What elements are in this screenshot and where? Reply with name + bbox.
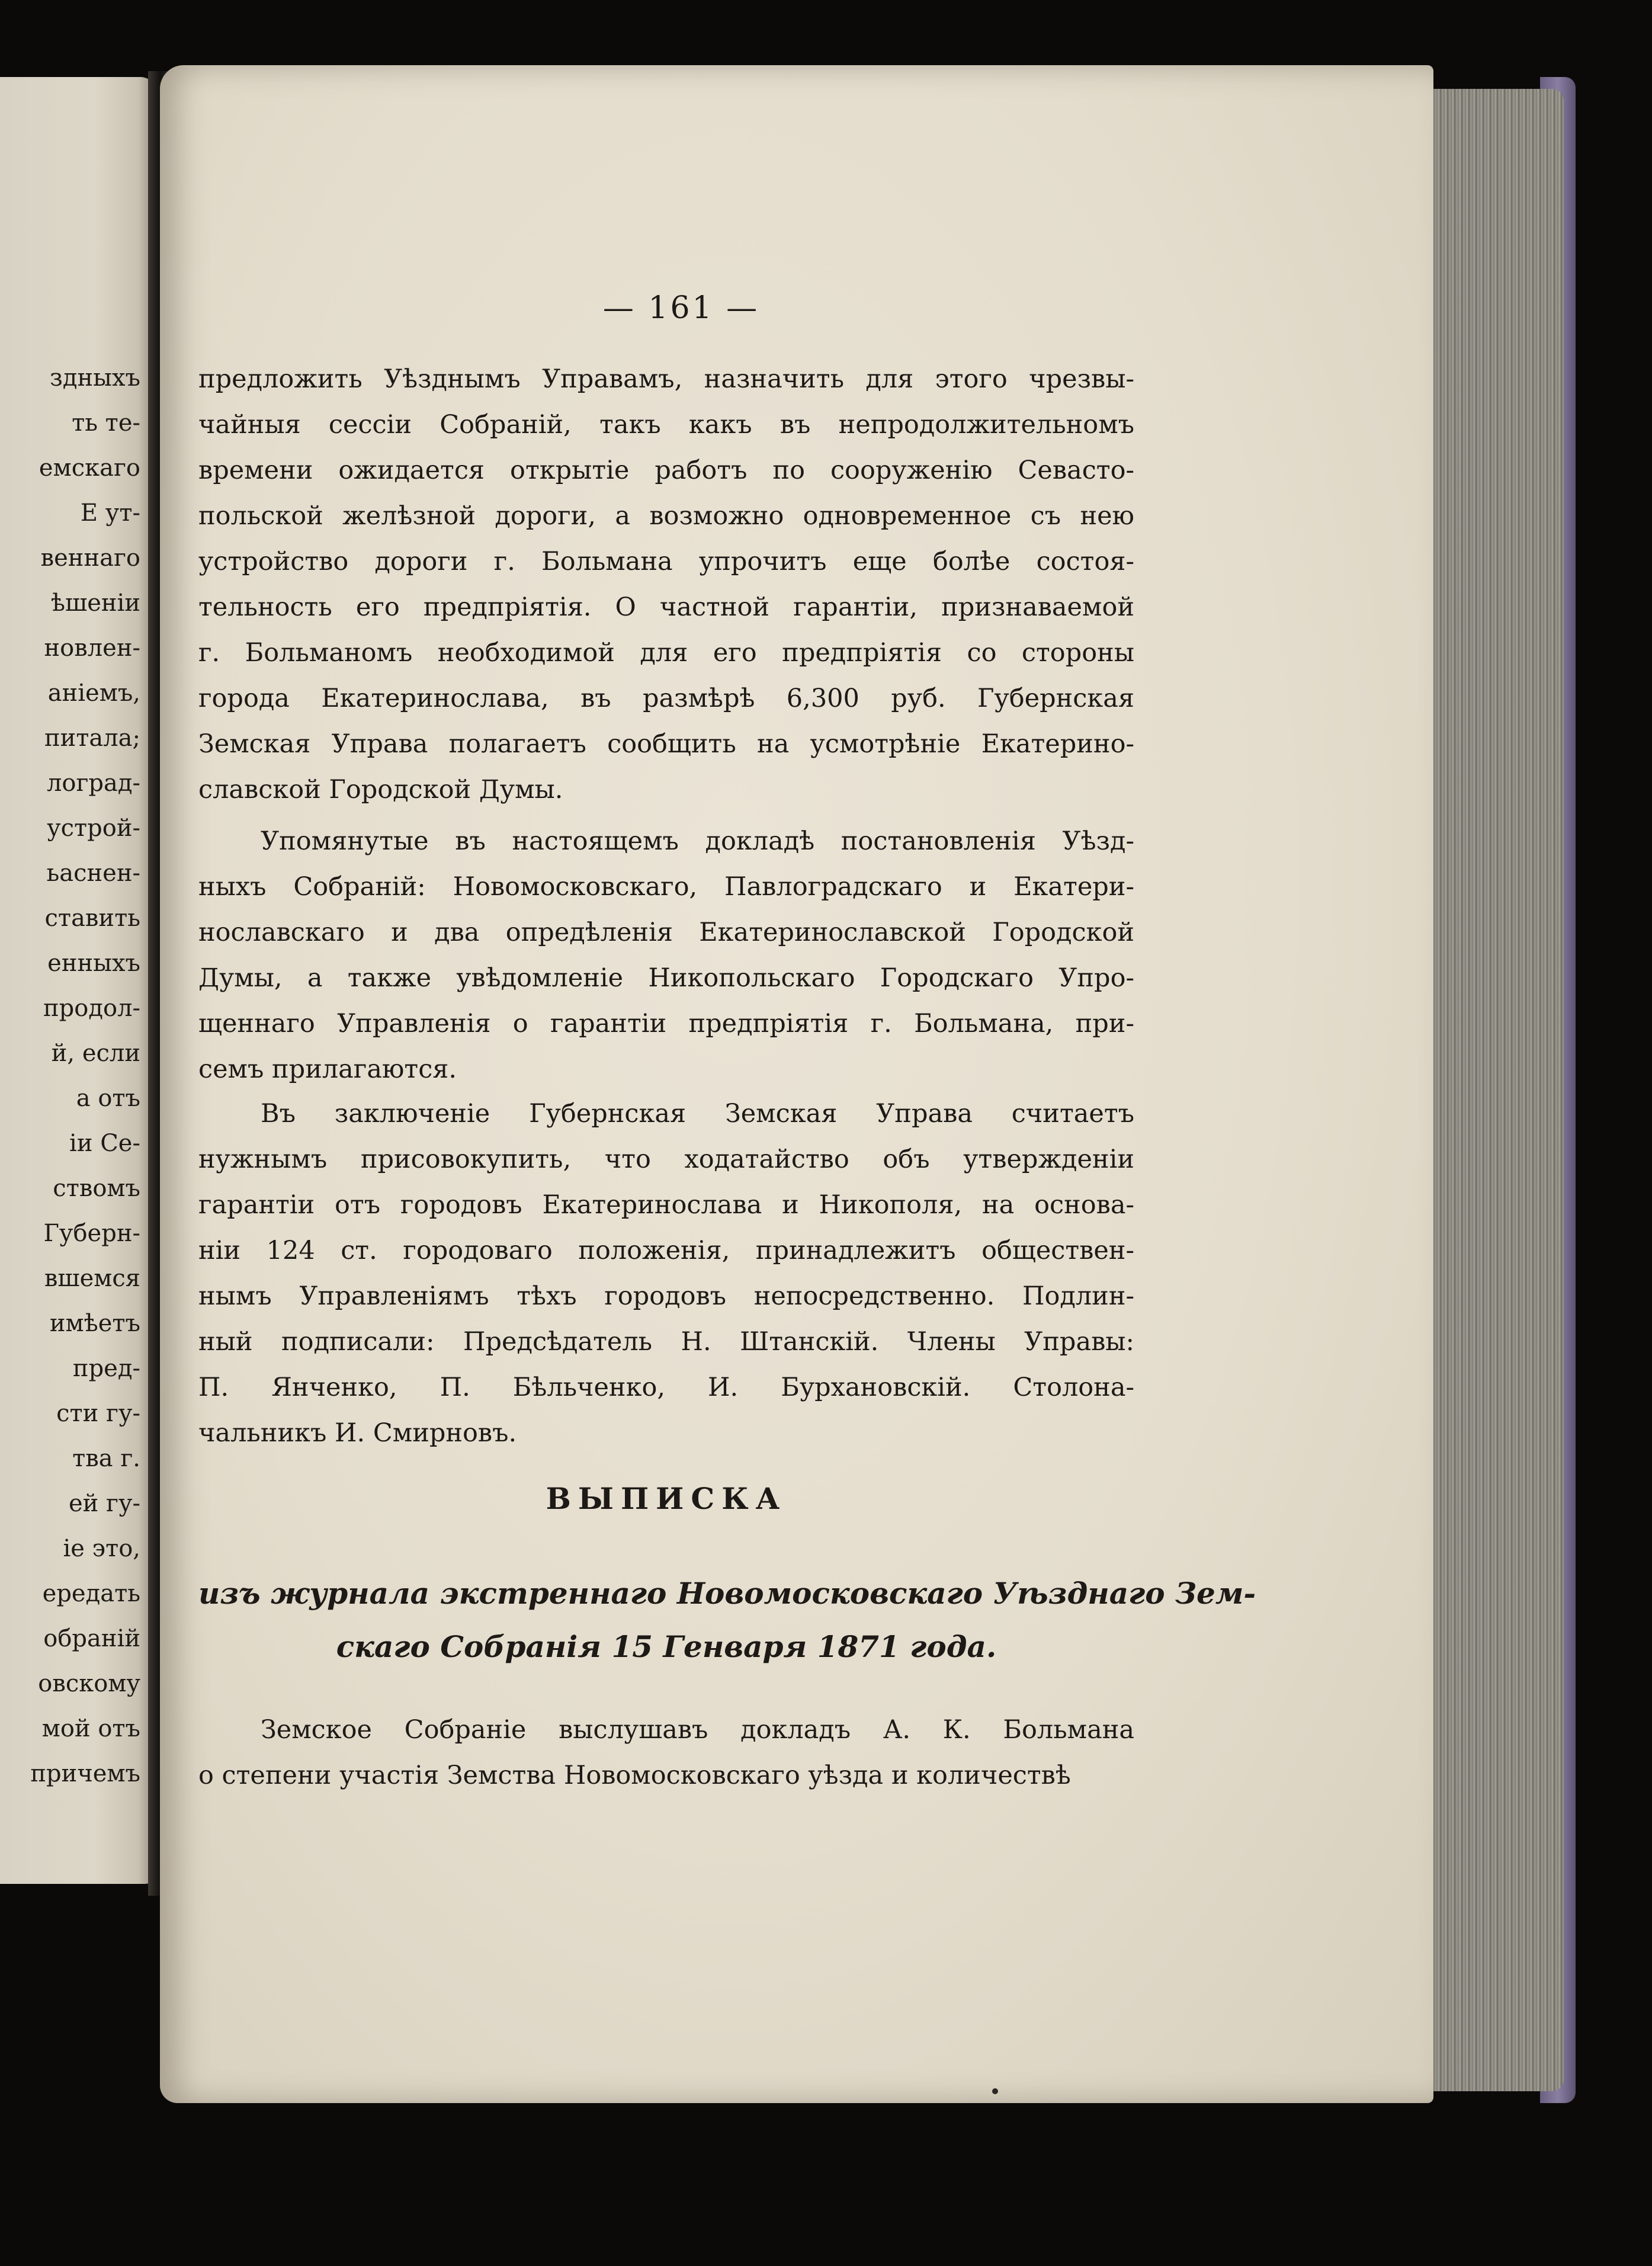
left-page-line: ствомъ <box>53 1175 140 1202</box>
left-page-line: имѣетъ <box>49 1310 140 1337</box>
left-page-line: пред- <box>72 1355 140 1382</box>
left-page-line: емскаго <box>39 454 140 482</box>
left-page-line: веннаго <box>40 544 140 572</box>
left-page-line: ставить <box>44 905 140 932</box>
left-page-line: новлен- <box>44 634 140 662</box>
left-page <box>0 77 157 1884</box>
paragraph2-line: Упомянутые въ настоящемъ докладѣ постановленія Уѣзд- <box>261 826 1134 856</box>
paragraph2-line: Думы, а также увѣдомленіе Никопольскаго Городскаго Упро- <box>198 963 1134 993</box>
paragraph3-line: П. Янченко, П. Бѣльченко, И. Бурхановскій. Столона- <box>198 1373 1134 1402</box>
left-page-line: ередать <box>42 1580 140 1607</box>
paragraph1-line: времени ожидается открытіе работъ по сооруженію Севасто- <box>198 456 1134 485</box>
left-page-line: іе это, <box>63 1535 140 1562</box>
page-edges <box>1416 89 1564 2091</box>
left-page-line: ьаснен- <box>46 860 140 887</box>
paragraph1-line: Земская Управа полагаетъ сообщить на усмотрѣніе Екатерино- <box>198 729 1134 759</box>
paragraph3-line: ный подписали: Предсѣдатель Н. Штанскій. Члены Управы: <box>198 1327 1134 1357</box>
left-page-line: питала; <box>44 725 140 752</box>
paragraph3-line: ніи 124 ст. городоваго положенія, принадлежитъ обществен- <box>198 1236 1134 1265</box>
paragraph2-line: семъ прилагаются. <box>198 1055 457 1084</box>
paragraph1-line: предложить Уѣзднымъ Управамъ, назначить для этого чрезвы- <box>198 364 1134 394</box>
paragraph3-line: нужнымъ присовокупить, что ходатайство объ утвержденіи <box>198 1145 1134 1174</box>
left-page-line: причемъ <box>30 1760 140 1787</box>
paragraph3-line: нымъ Управленіямъ тѣхъ городовъ непосредственно. Подлин- <box>198 1281 1134 1311</box>
left-page-line: енныхъ <box>47 950 140 977</box>
paragraph4-line: Земское Собраніе выслушавъ докладъ А. К. Больмана <box>261 1715 1134 1745</box>
paragraph1-line: города Екатеринослава, въ размѣрѣ 6,300 руб. Губернская <box>198 684 1134 713</box>
subheading-line-1: изъ журнала экстреннаго Новомосковскаго Уѣзднаго Зем- <box>198 1576 1256 1611</box>
paragraph1-line: чайныя сессіи Собраній, такъ какъ въ непродолжительномъ <box>198 410 1134 440</box>
paragraph3-line: гарантіи отъ городовъ Екатеринослава и Никополя, на основа- <box>198 1190 1134 1220</box>
left-page-line: продол- <box>43 995 140 1022</box>
paragraph3-line: чальникъ И. Смирновъ. <box>198 1418 517 1448</box>
section-heading: ВЫПИСКА <box>546 1481 787 1516</box>
paragraph1-line: тельность его предпріятія. О частной гарантіи, признаваемой <box>198 592 1134 622</box>
paragraph1-line: славской Городской Думы. <box>198 775 563 805</box>
paragraph2-line: щеннаго Управленія о гарантіи предпріятія г. Больмана, при- <box>198 1009 1134 1039</box>
ink-dot <box>992 2088 998 2094</box>
left-page-line: ть те- <box>72 409 140 437</box>
paragraph1-line: г. Больманомъ необходимой для его предпріятія со стороны <box>198 638 1134 668</box>
left-page-line: мой отъ <box>41 1715 140 1742</box>
left-page-line: іи Се- <box>69 1130 140 1157</box>
paragraph3-line: Въ заключеніе Губернская Земская Управа считаетъ <box>261 1099 1134 1129</box>
left-page-text <box>0 355 140 1796</box>
left-page-line: здныхъ <box>50 364 140 392</box>
left-page-line: овскому <box>38 1670 140 1697</box>
paragraph2-line: нославскаго и два опредѣленія Екатеринославской Городской <box>198 918 1134 947</box>
left-page-line: ѣшеніи <box>50 589 140 617</box>
left-page-line: тва г. <box>72 1445 140 1472</box>
left-page-line: устрой- <box>47 815 140 842</box>
paragraph2-line: ныхъ Собраній: Новомосковскаго, Павлоградскаго и Екатери- <box>198 872 1134 902</box>
subheading-line-2: скаго Собранія 15 Генваря 1871 года. <box>336 1629 997 1664</box>
paragraph1-line: устройство дороги г. Больмана упрочитъ еще болѣе состоя- <box>198 547 1134 576</box>
left-page-line: Губерн- <box>43 1220 140 1247</box>
left-page-line: сти гу- <box>56 1400 140 1427</box>
paragraph4-line: о степени участія Земства Новомосковскаго уѣзда и количествѣ <box>198 1761 1071 1790</box>
left-page-line: обраній <box>43 1625 140 1652</box>
paragraph1-line: польской желѣзной дороги, а возможно одновременное съ нею <box>198 501 1134 531</box>
left-page-line: а отъ <box>76 1085 140 1112</box>
left-page-line: вшемся <box>44 1265 140 1292</box>
left-page-line: й, если <box>51 1040 140 1067</box>
left-page-line: аніемъ, <box>47 680 140 707</box>
left-page-line: лоград- <box>46 770 140 797</box>
left-page-line: Е ут- <box>80 499 140 527</box>
page-number: — 161 — <box>602 290 760 326</box>
left-page-line: ей гу- <box>68 1490 140 1517</box>
